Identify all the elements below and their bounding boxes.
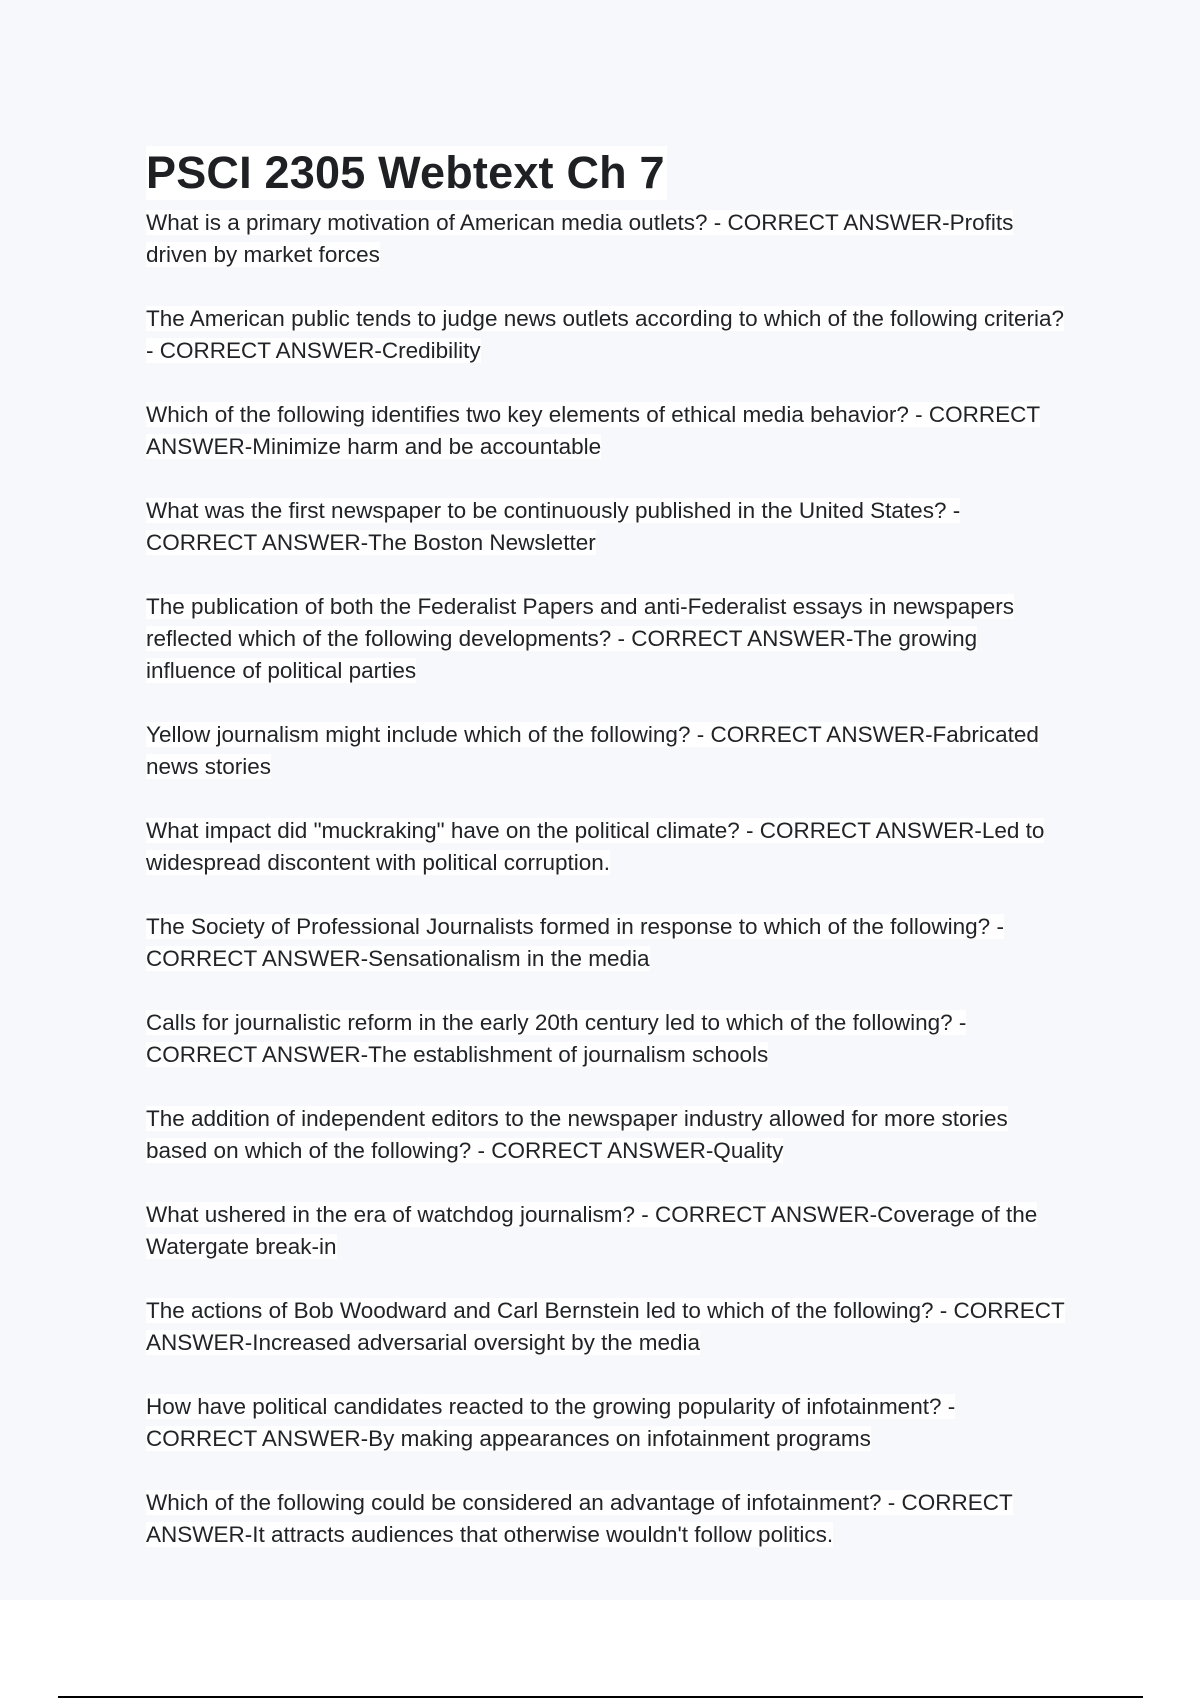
qa-item-text: What is a primary motivation of American media outlets? - CORRECT ANSWER-Profits driven by market forces [146, 210, 1014, 267]
qa-item-text: How have political candidates reacted to the growing popularity of infotainment? - CORRECT ANSWER-By making appearances on infotainment programs [146, 1394, 956, 1451]
qa-item [146, 303, 1066, 367]
page-divider [58, 1696, 1143, 1698]
qa-item [146, 719, 1066, 783]
qa-item [146, 1199, 1066, 1263]
qa-item [146, 815, 1066, 879]
qa-item [146, 591, 1066, 687]
qa-item-text: The publication of both the Federalist Papers and anti-Federalist essays in newspapers reflected which of the following developments? - CORRECT ANSWER-The growing influence of political parties [146, 594, 1014, 683]
qa-item-text: What impact did "muckraking" have on the political climate? - CORRECT ANSWER-Led to widespread discontent with political corruption. [146, 818, 1045, 875]
document-title: PSCI 2305 Webtext Ch 7 [146, 147, 665, 198]
qa-item [146, 911, 1066, 975]
qa-item [146, 1391, 1066, 1455]
qa-item-text: The addition of independent editors to the newspaper industry allowed for more stories based on which of the following? - CORRECT ANSWER-Quality [146, 1106, 1008, 1163]
qa-item-text: The Society of Professional Journalists formed in response to which of the following? - CORRECT ANSWER-Sensationalism in the media [146, 914, 1004, 971]
qa-item [146, 1007, 1066, 1071]
qa-item [146, 1103, 1066, 1167]
qa-item [146, 495, 1066, 559]
document-content [146, 146, 1066, 1583]
qa-item [146, 207, 1066, 271]
qa-item [146, 399, 1066, 463]
qa-item [146, 1295, 1066, 1359]
qa-item-text: What ushered in the era of watchdog journalism? - CORRECT ANSWER-Coverage of the Watergate break-in [146, 1202, 1038, 1259]
qa-list [146, 207, 1066, 1551]
qa-item-text: The American public tends to judge news outlets according to which of the following criteria? - CORRECT ANSWER-Credibility [146, 306, 1065, 363]
qa-item-text: What was the first newspaper to be continuously published in the United States? - CORRECT ANSWER-The Boston Newsletter [146, 498, 961, 555]
qa-item-text: The actions of Bob Woodward and Carl Bernstein led to which of the following? - CORRECT ANSWER-Increased adversarial oversight by the media [146, 1298, 1065, 1355]
qa-item-text: Which of the following identifies two key elements of ethical media behavior? - CORRECT ANSWER-Minimize harm and be accountable [146, 402, 1041, 459]
qa-item-text: Calls for journalistic reform in the early 20th century led to which of the following? - CORRECT ANSWER-The establishment of journalism schools [146, 1010, 967, 1067]
qa-item-text: Yellow journalism might include which of the following? - CORRECT ANSWER-Fabricated news stories [146, 722, 1039, 779]
qa-item [146, 1487, 1066, 1551]
qa-item-text: Which of the following could be considered an advantage of infotainment? - CORRECT ANSWER-It attracts audiences that otherwise wouldn't follow politics. [146, 1490, 1013, 1547]
